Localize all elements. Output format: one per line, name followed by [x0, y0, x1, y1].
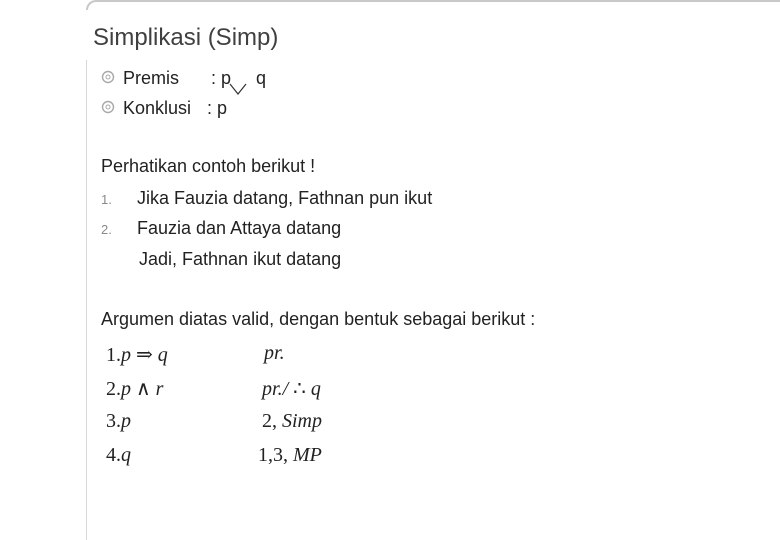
proof-reason-num: 2,	[262, 410, 277, 432]
slide-frame-left	[86, 60, 87, 540]
proof-step-4	[106, 444, 131, 467]
proof-reason-1	[264, 342, 285, 365]
proof-reason-num: 1,3,	[258, 444, 288, 466]
proof-reason: pr./	[262, 378, 289, 400]
proof-reason-tail: q	[310, 378, 321, 400]
proof-reason-3	[262, 410, 322, 433]
proof-step-number: 4.	[106, 444, 121, 466]
proof-reason: pr.	[264, 342, 285, 364]
proof-reason-name: Simp	[282, 410, 322, 432]
bullet-label: Premis	[123, 68, 180, 88]
bullet-marker-icon	[101, 100, 115, 114]
konklusi-value: : p	[207, 98, 228, 118]
disjunction-symbol-icon	[228, 82, 248, 96]
bullet-marker-icon	[101, 70, 115, 84]
proof-reason-4	[258, 444, 322, 467]
example-intro: Perhatikan contoh berikut !	[101, 156, 316, 176]
premis-value-q: q	[256, 68, 267, 88]
implies-symbol: ⇒	[136, 344, 153, 366]
proof-step-3	[106, 410, 131, 433]
proof-formula-b: q	[157, 344, 168, 366]
proof-formula-b: r	[155, 378, 164, 400]
proof-step-number: 2.	[106, 378, 121, 400]
proof-formula-a: p	[121, 410, 131, 432]
proof-reason-name: MP	[293, 444, 322, 466]
bullet-label: Konklusi	[123, 98, 192, 118]
example-item-number: 1.	[101, 192, 112, 207]
therefore-symbol: ∴	[293, 378, 306, 400]
and-symbol: ∧	[136, 378, 151, 400]
argument-intro: Argumen diatas valid, dengan bentuk sebagai berikut :	[101, 309, 536, 329]
example-item-number: 2.	[101, 222, 112, 237]
proof-formula-a: p	[121, 344, 131, 366]
premis-value: : p	[211, 68, 232, 88]
proof-reason-2	[262, 376, 321, 401]
example-conclusion: Jadi, Fathnan ikut datang	[139, 249, 342, 269]
slide-frame-top	[86, 0, 780, 10]
example-item-text: Jika Fauzia datang, Fathnan pun ikut	[137, 188, 433, 208]
example-item-text: Fauzia dan Attaya datang	[137, 218, 342, 238]
proof-step-number: 3.	[106, 410, 121, 432]
proof-step-2	[106, 376, 163, 401]
proof-step-1	[106, 342, 168, 367]
proof-step-number: 1.	[106, 344, 121, 366]
slide-title: Simplikasi (Simp)	[93, 24, 279, 51]
proof-formula-a: p	[121, 378, 131, 400]
proof-formula-a: q	[121, 444, 131, 466]
